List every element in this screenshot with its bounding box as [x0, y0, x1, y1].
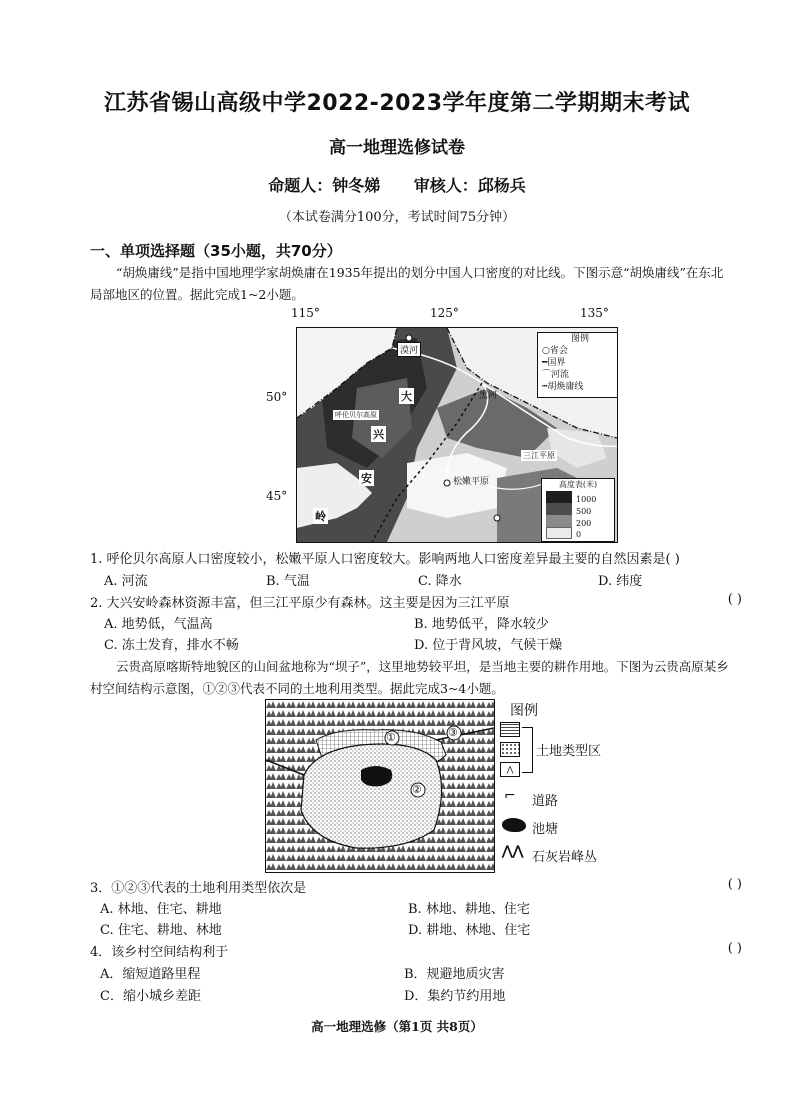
q2-option-d: D. 位于背风坡，气候干燥 [414, 638, 563, 653]
q1-option-d: D. 纬度 [598, 574, 643, 589]
q3-option-b: B. 林地、耕地、住宅 [408, 902, 530, 917]
page-footer: 高一地理选修（第1页 共8页） [311, 1019, 483, 1034]
lat-label-45: 45° [266, 489, 288, 503]
author-line [0, 173, 794, 196]
huline-icon: ┅ [542, 382, 548, 392]
elevation-scale [541, 478, 615, 542]
q3-option-d: D. 耕地、林地、住宅 [408, 923, 531, 938]
map2-legend [500, 700, 670, 870]
legend-title: 图例 [570, 334, 589, 344]
place-songnen: 松嫩平原 [453, 477, 490, 487]
border-icon: ━ [542, 358, 548, 368]
place-hulunbuir: 呼伦贝尔高原 [335, 411, 377, 419]
question-2-stem: 2. 大兴安岭森林资源丰富，但三江平原少有森林。这主要是因为三江平原 [90, 596, 510, 611]
q3-option-a: A. 林地、住宅、耕地 [100, 902, 222, 917]
marker-2: ② [412, 783, 422, 796]
question-1-stem: 1. 呼伦贝尔高原人口密度较小，松嫩平原人口密度较大。影响两地人口密度差异最主要的自然因素是( ) [90, 552, 680, 567]
question-4-stem: 4．该乡村空间结构利于 [90, 945, 229, 960]
intro-paragraph-1: “胡焕庸线”是指中国地理学家胡焕庸在1935年提出的划分中国人口密度的对比线。下图示意“胡焕庸线”在东北局部地区的位置。据此完成1~2小题。 [90, 265, 724, 302]
marker-1: ① [386, 731, 396, 744]
q1-option-c: C. 降水 [418, 574, 462, 589]
legend-river [542, 369, 618, 381]
elev-1000: 1000 [576, 495, 597, 504]
map1-legend [537, 332, 618, 398]
land-type-swatch-1 [500, 722, 520, 737]
q4-option-a: A．缩短道路里程 [100, 967, 201, 982]
village-map-svg [266, 700, 494, 872]
q2-option-a: A. 地势低，气温高 [104, 617, 213, 632]
exam-note: （本试卷满分100分，考试时间75分钟） [278, 210, 516, 225]
q2-option-b: B. 地势低平，降水较少 [414, 617, 549, 632]
place-xing: 兴 [373, 428, 384, 441]
section-heading: 一、单项选择题（35小题，共70分） [90, 242, 342, 260]
q4-answer-paren: ( ) [727, 941, 742, 956]
place-heihe: 黑河 [479, 391, 498, 401]
question-3-stem: 3．①②③代表的土地利用类型依次是 [90, 881, 307, 896]
legend-huline [542, 381, 618, 393]
q2-answer-paren: ( ) [727, 592, 742, 607]
place-da: 大 [401, 390, 412, 403]
place-ling: 岭 [315, 510, 326, 523]
exam-title: 江苏省锡山高级中学2022-2023学年度第二学期期末考试 [103, 91, 691, 116]
place-sanjiang: 三江平原 [523, 451, 555, 460]
lon-label-135: 135° [580, 306, 609, 320]
legend-capital [542, 345, 618, 357]
q4-option-c: C．缩小城乡差距 [100, 989, 201, 1004]
q1-option-a: A. 河流 [104, 574, 148, 589]
karst-peak-icon: ⋀⋀ [502, 844, 524, 859]
q3-option-c: C. 住宅、耕地、林地 [100, 923, 222, 938]
place-an: 安 [361, 472, 372, 485]
legend-karst: 石灰岩峰丛 [532, 850, 598, 865]
q4-option-d: D．集约节约用地 [404, 989, 506, 1004]
legend-border-label: 国界 [547, 358, 566, 368]
elev-0: 0 [576, 530, 582, 539]
legend-road: 道路 [532, 794, 559, 809]
land-type-swatch-3: ⋀ [500, 762, 520, 777]
intro-paragraph-2: 云贵高原喀斯特地貌区的山间盆地称为“坝子”，这里地势较平坦，是当地主要的耕作用地。下图为云贵高原某乡村空间结构示意图，①②③代表不同的土地利用类型。据此完成3~4小题。 [90, 659, 729, 696]
legend-pond: 池塘 [532, 822, 559, 837]
q3-answer-paren: ( ) [727, 877, 742, 892]
q2-option-c: C. 冻土发育，排水不畅 [104, 638, 239, 653]
river-icon: ⌒ [542, 370, 552, 380]
pond-icon [502, 818, 526, 832]
q1-option-b: B. 气温 [266, 574, 310, 589]
road-icon: ⌐ [504, 788, 516, 804]
legend-huline-label: 胡焕庸线 [547, 382, 584, 392]
q4-option-b: B．规避地质灾害 [404, 967, 505, 982]
northeast-china-map [296, 327, 618, 543]
lon-label-125: 125° [430, 306, 459, 320]
author: 命题人：钟冬娣 [268, 176, 381, 195]
place-mohe: 漠河 [397, 342, 421, 357]
elevation-bar [546, 491, 572, 539]
legend-river-label: 河流 [551, 370, 570, 380]
exam-subtitle: 高一地理选修试卷 [329, 138, 465, 158]
elev-200: 200 [576, 519, 592, 528]
legend-bracket [522, 727, 533, 773]
lat-label-50: 50° [266, 390, 288, 404]
lon-label-115: 115° [291, 306, 320, 320]
marker-3: ③ [448, 726, 458, 739]
elevation-title: 高度表(米) [558, 480, 598, 489]
reviewer: 审核人：邱杨兵 [413, 176, 526, 195]
land-type-swatch-2 [500, 742, 520, 757]
village-structure-map [265, 699, 495, 873]
elev-500: 500 [576, 507, 592, 516]
legend-border [542, 357, 618, 369]
legend-capital-label: 省会 [549, 346, 568, 356]
legend-land-type: 土地类型区 [536, 744, 602, 759]
map2-legend-title: 图例 [510, 703, 538, 719]
capital-icon: ○ [542, 346, 550, 356]
